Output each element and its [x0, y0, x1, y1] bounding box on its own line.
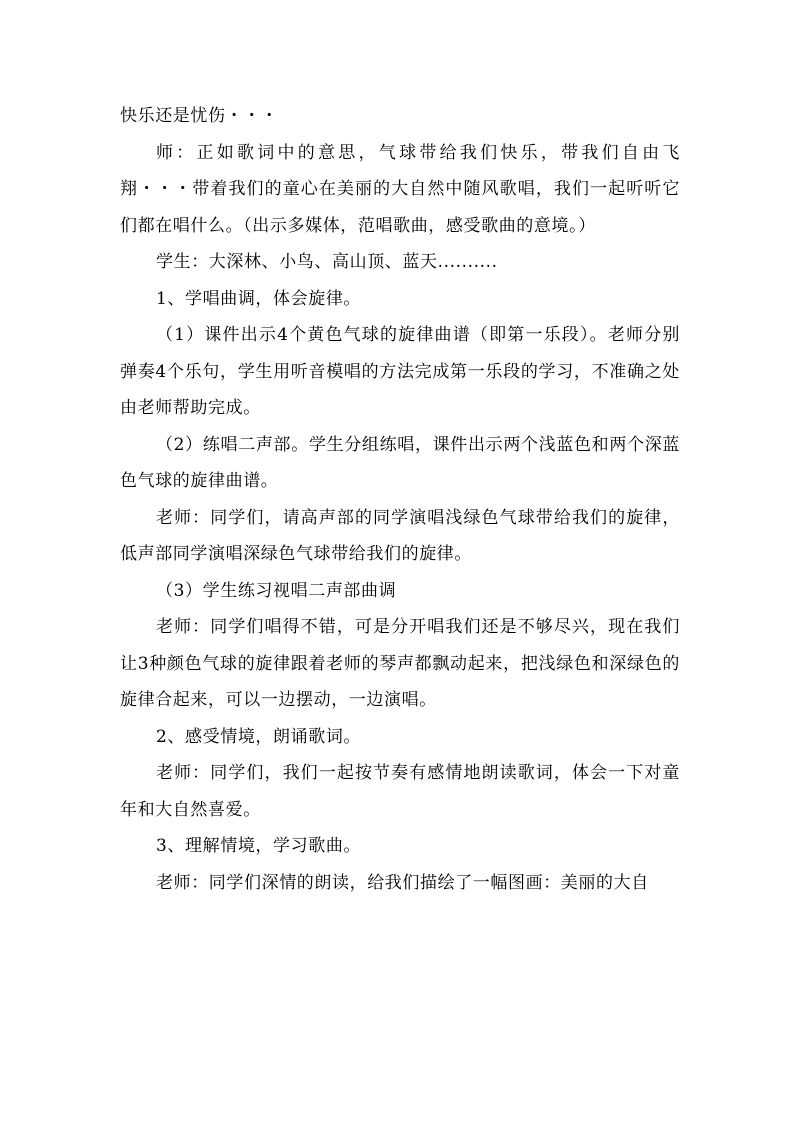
document-body — [120, 98, 680, 901]
paragraph-11: 老师：同学们，我们一起按节奏有感情地朗读歌词，体会一下对童年和大自然喜爱。 — [120, 763, 680, 820]
paragraph-3: 学生：大深林、小鸟、高山顶、蓝天.......... — [156, 252, 498, 272]
paragraph-6: （2）练唱二声部。学生分组练唱，课件出示两个浅蓝色和两个深蓝色气球的旋律曲谱。 — [120, 434, 680, 491]
paragraph-8: （3）学生练习视唱二声部曲调 — [156, 580, 397, 601]
paragraph-7: 老师：同学们，请高声部的同学演唱浅绿色气球带给我们的旋律，低声部同学演唱深绿色气球带给我们的旋律。 — [120, 507, 680, 564]
paragraph-2: 师：正如歌词中的意思，气球带给我们快乐，带我们自由飞翔・・・带着我们的童心在美丽的大自然中随风歌唱，我们一起听听它们都在唱什么。（出示多媒体，范唱歌曲，感受歌曲的意境。） — [120, 142, 680, 236]
paragraph-10: 2、感受情境，朗诵歌词。 — [156, 726, 362, 747]
paragraph-4: 1、学唱曲调，体会旋律。 — [156, 288, 362, 309]
paragraph-13: 老师：同学们深情的朗读，给我们描绘了一幅图画：美丽的大自 — [156, 872, 649, 893]
paragraph-1: 快乐还是忧伤・・・ — [120, 106, 279, 126]
paragraph-5: （1）课件出示4个黄色气球的旋律曲谱（即第一乐段）。老师分别弹奏4个乐句，学生用听音模唱的方法完成第一乐段的学习，不准确之处由老师帮助完成。 — [120, 325, 680, 418]
paragraph-9: 老师：同学们唱得不错，可是分开唱我们还是不够尽兴，现在我们让3种颜色气球的旋律跟着老师的琴声都飘动起来，把浅绿色和深绿色的旋律合起来，可以一边摆动，一边演唱。 — [120, 617, 680, 710]
paragraph-12: 3、理解情境，学习歌曲。 — [156, 836, 362, 856]
